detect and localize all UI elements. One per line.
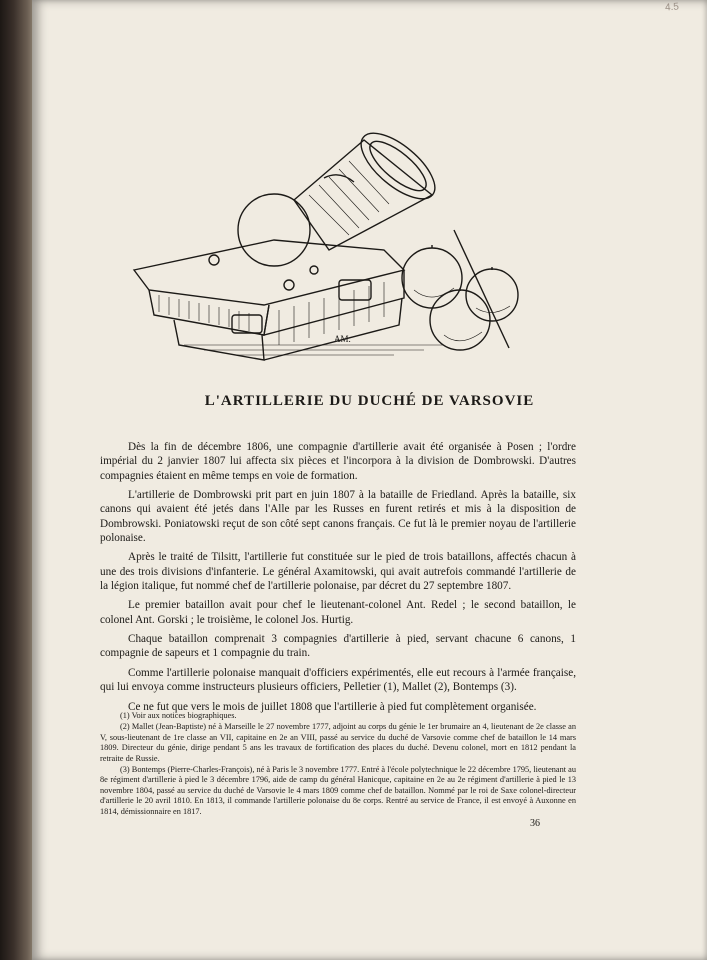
footnote: (1) Voir aux notices biographiques. [120,711,237,720]
pencil-folio-mark: 4.5 [664,1,680,14]
footnote: (2) Mallet (Jean-Baptiste) né à Marseille le 27 novembre 1777, adjoint au corps du génie le 1er brumaire an 4, lieutenant de 2e classe an V, sous-lieutenant de 1re classe an VII, capitaine en 2e an VIII, passé au service du duché de Varsovie comme chef de bataillon le 14 mars 1809. Directeur du génie, dirige pendant 5 ans les travaux de fortification des places du duché. Devenu colonel, mort en 1812 pendant la retraite de Russie. [100,722,576,763]
paragraph: L'artillerie de Dombrowski prit part en juin 1807 à la bataille de Friedland. Après la bataille, six canons qui avaient été jetés dans l'Alle par les Russes en furent retirés et mis à la disposition de Dombrowski. Poniatowski reçut de son côté sept canons français. Ce fut là le premier noyau de l'artillerie polonaise. [100,489,576,545]
page-number: 36 [530,818,540,829]
paragraph: Comme l'artillerie polonaise manquait d'officiers expérimentés, elle eut recours à l'armée française, qui lui envoya comme instructeurs plusieurs officiers, Pelletier (1), Mallet (2), Bontemps (3). [100,666,576,694]
mortar-barrel [238,122,445,266]
mortar-carriage [134,240,404,360]
chapter-title: L'ARTILLERIE DU DUCHÉ DE VARSOVIE [204,393,535,409]
footnote: (3) Bontemps (Pierre-Charles-François), né à Paris le 3 novembre 1777. Entré à l'école polytechnique le 22 décembre 1795, lieutenant au 8e régiment d'artillerie à pied le 3 décembre 1796, aide de camp du général Hanicque, capitaine en 2e au 2e régiment d'artillerie à pied le 13 novembre 1804, passé au service du duché de Varsovie le 4 mars 1809 comme chef de bataillon. Nommé par le roi de Saxe colonel-directeur d'artillerie le 20 avril 1810. En 1813, il commande l'artillerie polonaise du 8e corps. Rentré au service de France, il est envoyé à Auxonne en 1814, démissionnaire en 1817. [100,765,576,816]
paragraph: Ce ne fut que vers le mois de juillet 1808 que l'artillerie à pied fut complètement organisée. [128,700,537,713]
body-text [100,440,576,714]
footnotes [100,711,576,818]
cannonballs [402,230,518,350]
paragraph: Le premier bataillon avait pour chef le lieutenant-colonel Ant. Redel ; le second bataillon, le colonel Ant. Gorski ; le troisième, le colonel Jos. Hurtig. [100,599,576,626]
illustration-signature: AM. [334,334,351,344]
book-page [32,0,707,960]
paragraph: Dès la fin de décembre 1806, une compagnie d'artillerie avait été organisée à Posen ; l'ordre impérial du 2 janvier 1807 lui affecta six pièces et l'incorpora à la division de Dombrowski. D'autres compagnies étaient en même temps en voie de formation. [100,441,576,482]
paragraph: Chaque bataillon comprenait 3 compagnies d'artillerie à pied, servant chacune 6 canons, 1 compagnie de sapeurs et 1 compagnie du train. [100,633,576,660]
paragraph: Après le traité de Tilsitt, l'artillerie fut constituée sur le pied de trois bataillons, affectés chacun à une des trois divisions d'infanterie. Le général Axamitowski, qui avait autrefois commandé l'artillerie de la légion italique, fut nommé chef de l'artillerie polonaise, par décret du 27 septembre 1807. [100,551,576,593]
mortar-illustration [114,120,534,370]
book-binding-edge [0,0,34,960]
